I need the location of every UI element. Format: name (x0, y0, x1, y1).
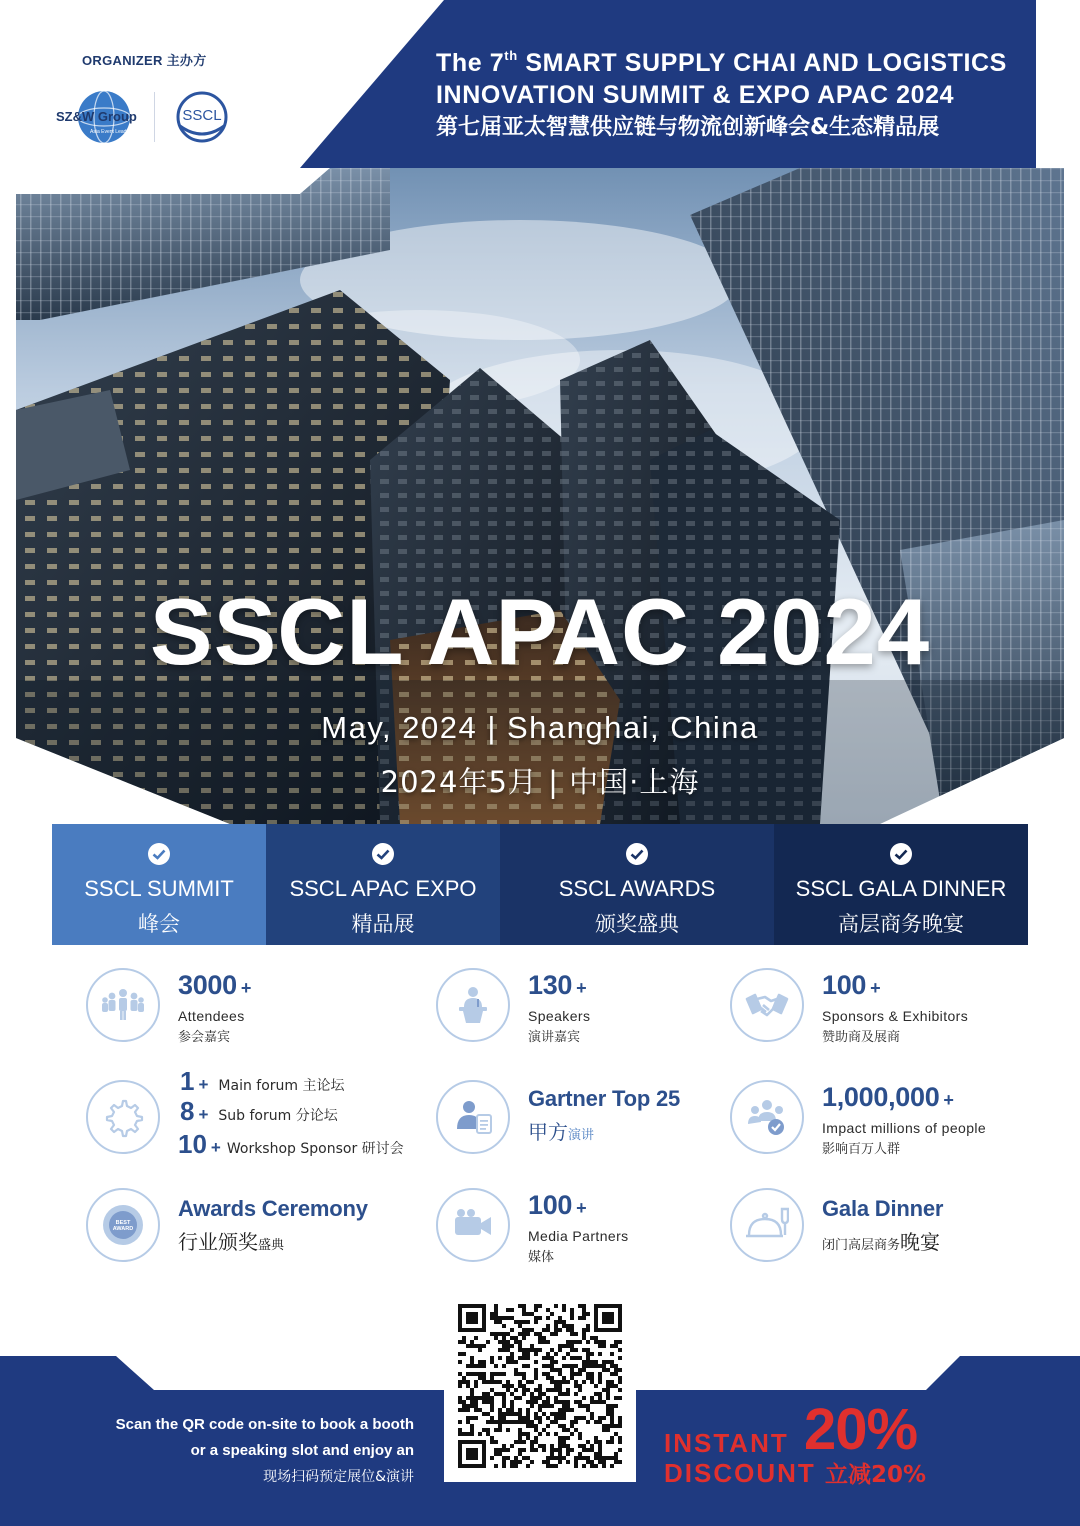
tab-expo[interactable] (266, 824, 500, 945)
speakers-label: Speakers (528, 1008, 591, 1024)
speakers-count: 130 + (528, 970, 587, 1000)
tab-expo-label: SSCL APAC EXPO (289, 876, 477, 901)
sscl-logo (172, 88, 232, 146)
forum-workshop: 10 + Workshop Sponsor 研讨会 (178, 1129, 404, 1159)
tab-awards-label-cn: 颁奖盛典 (595, 912, 679, 936)
tab-summit-label-cn: 峰会 (138, 912, 180, 936)
qr-instruction-cn: 现场扫码预定展位&演讲 (263, 1469, 414, 1485)
video-camera-icon (436, 1188, 510, 1262)
tab-summit[interactable] (52, 824, 266, 945)
attendees-label-cn: 参会嘉宾 (178, 1030, 231, 1045)
tab-awards[interactable] (500, 824, 774, 945)
check-circle-icon (889, 842, 913, 866)
organizer-label: ORGANIZER 主办方 (82, 53, 207, 68)
logo-divider (154, 92, 155, 142)
szw-group-logo (56, 88, 146, 146)
forum-main: 1 + Main forum 主论坛 (180, 1066, 345, 1096)
check-circle-icon (147, 842, 171, 866)
tab-gala-dinner[interactable] (774, 824, 1028, 945)
gear-icon (86, 1080, 160, 1154)
qr-instruction-line1: Scan the QR code on-site to book a booth (115, 1416, 414, 1433)
media-label: Media Partners (528, 1228, 629, 1244)
sponsors-label-cn: 赞助商及展商 (822, 1030, 901, 1045)
qr-code-pattern (458, 1304, 622, 1468)
header-title-cn: 第七届亚太智慧供应链与物流创新峰会&生态精品展 (436, 115, 940, 140)
header-title-line1: The 7th SMART SUPPLY CHAI AND LOGISTICS (436, 48, 1007, 77)
tab-gala-label-cn: 高层商务晚宴 (838, 912, 964, 936)
svg-text:SZ&W Group: SZ&W Group (56, 109, 137, 124)
dinner-cloche-icon (730, 1188, 804, 1262)
hero-date-en: May, 2024 | Shanghai, China (321, 710, 759, 745)
gartner-label-cn: 甲方演讲 (528, 1120, 595, 1144)
impact-count: 1,000,000 + (822, 1082, 954, 1112)
impact-label-cn: 影响百万人群 (822, 1142, 901, 1157)
tab-expo-label-cn: 精品展 (351, 912, 415, 936)
people-check-icon (730, 1080, 804, 1154)
booking-qr-code[interactable] (444, 1290, 636, 1482)
svg-text:SSCL: SSCL (182, 107, 222, 124)
tab-awards-label: SSCL AWARDS (558, 876, 716, 901)
media-label-cn: 媒体 (528, 1250, 555, 1265)
gala-title: Gala Dinner (822, 1196, 944, 1221)
gala-label-cn: 闭门高层商务晚宴 (822, 1230, 941, 1254)
tab-gala-label: SSCL GALA DINNER (795, 876, 1007, 901)
media-count: 100 + (528, 1190, 587, 1220)
executive-icon (436, 1080, 510, 1154)
sponsors-count: 100 + (822, 970, 881, 1000)
awards-title: Awards Ceremony (178, 1196, 368, 1221)
header-title-line2: INNOVATION SUMMIT & EXPO APAC 2024 (436, 81, 955, 109)
hero-title: SSCL APAC 2024 (149, 579, 931, 684)
speaker-podium-icon (436, 968, 510, 1042)
impact-label: Impact millions of people (822, 1120, 987, 1136)
award-badge-icon (86, 1188, 160, 1262)
svg-text:BEST: BEST (115, 1220, 131, 1226)
summit-header (436, 40, 1036, 145)
attendees-icon (86, 968, 160, 1042)
attendees-label: Attendees (178, 1008, 245, 1024)
gartner-title: Gartner Top 25 (528, 1086, 681, 1111)
handshake-icon (730, 968, 804, 1042)
event-sections (52, 824, 1028, 945)
qr-instructions (116, 1412, 414, 1490)
check-circle-icon (371, 842, 395, 866)
hero-date-cn: 2024年5月 | 中国·上海 (380, 765, 700, 799)
promo-instant: INSTANT (664, 1428, 789, 1458)
qr-instruction-line2: or a speaking slot and enjoy an (190, 1442, 414, 1459)
speakers-label-cn: 演讲嘉宾 (528, 1030, 581, 1045)
forum-sub: 8 + Sub forum 分论坛 (180, 1096, 338, 1126)
organizer-logos (56, 88, 236, 146)
check-circle-icon (625, 842, 649, 866)
svg-text:AWARD: AWARD (112, 1226, 134, 1232)
svg-text:Asia Event Leader: Asia Event Leader (90, 129, 131, 135)
promo-discount: DISCOUNT 立减20% (664, 1458, 927, 1488)
attendees-count: 3000 + (178, 970, 252, 1000)
tab-summit-label: SSCL SUMMIT (84, 876, 234, 901)
sponsors-label: Sponsors & Exhibitors (822, 1008, 969, 1024)
promo-percent: 20% (804, 1397, 918, 1462)
awards-label-cn: 行业颁奖盛典 (178, 1230, 285, 1254)
